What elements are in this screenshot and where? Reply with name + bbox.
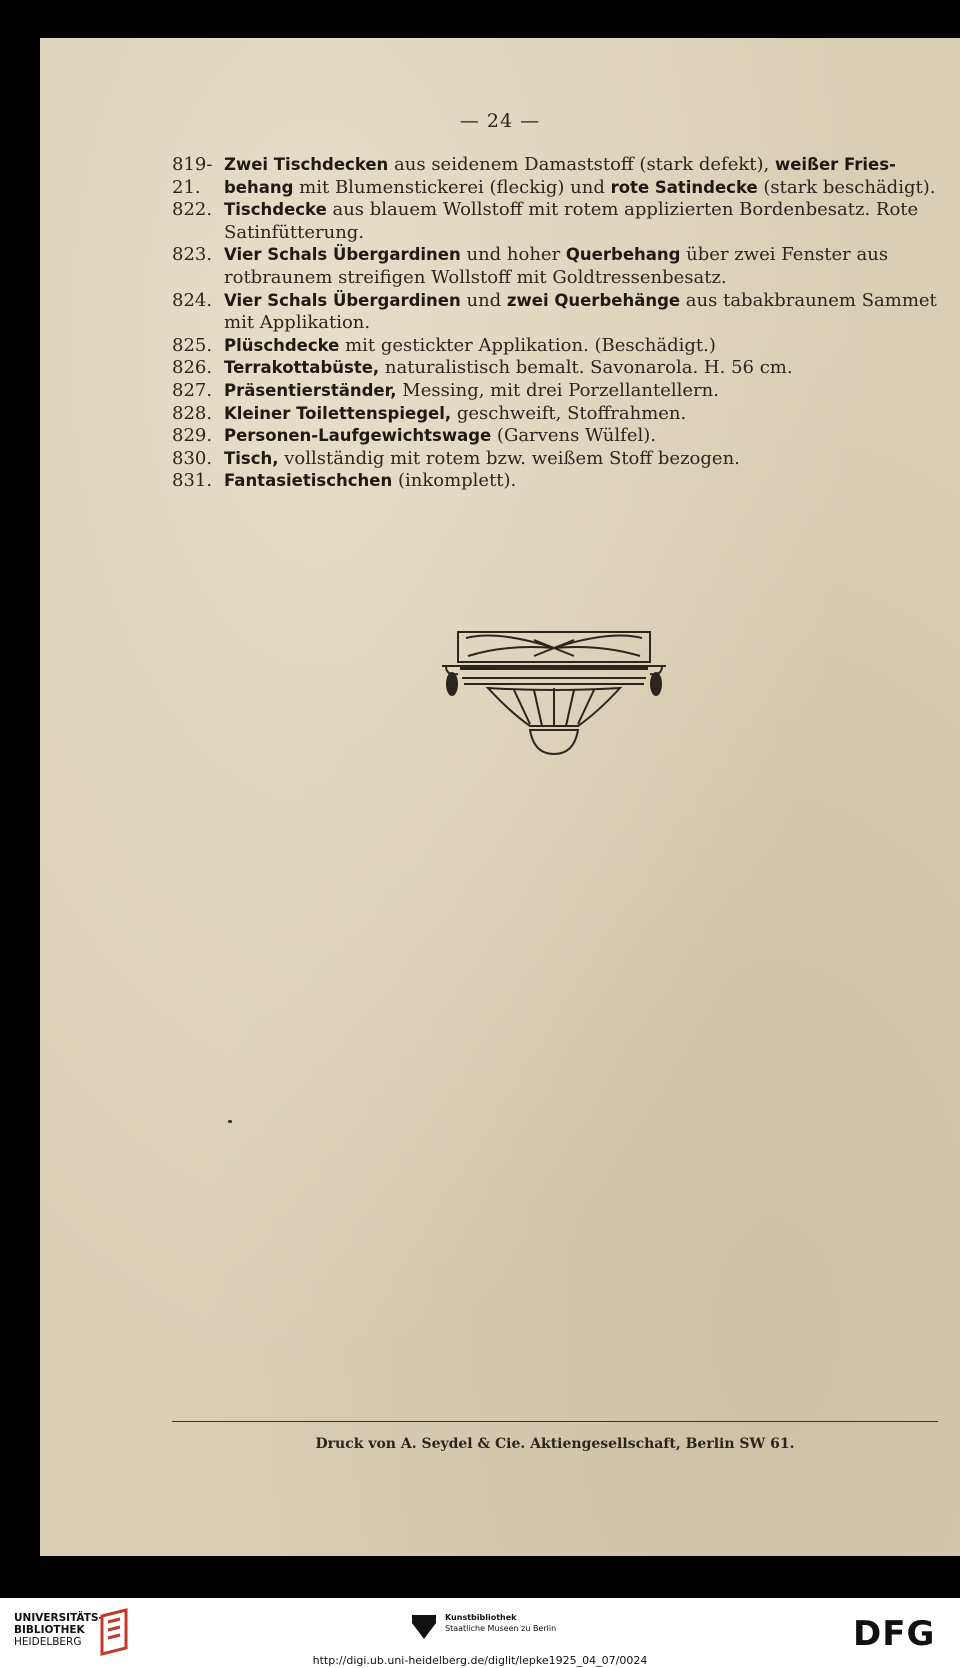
item-title: Terrakottabüste, [224,358,380,378]
page-number: — 24 — [459,110,541,132]
university-library-name [14,1612,103,1648]
entry-number: 824. [172,289,213,311]
item-title: Präsentierständer, [224,380,397,400]
item-title: zwei Querbehänge [506,290,681,310]
item-description: Messing, mit drei Porzellantellern. [396,379,719,401]
entry-number: 830. [172,447,213,469]
catalog-entry [172,470,940,493]
entry-number: 831. [172,470,213,492]
item-description: (stark beschädigt). [757,176,936,198]
kunstbibliothek-credit [445,1612,556,1634]
kunstbibliothek-name: Kunstbibliothek [445,1613,517,1622]
catalog-entry [172,199,940,244]
item-description: mit Blumenstickerei (fleckig) und [293,176,611,198]
university-logo-icon [98,1608,132,1658]
entry-number: 823. [172,244,213,266]
uni-line-1: UNIVERSITÄTS- [14,1612,103,1624]
museen-name: Staatliche Museen zu Berlin [445,1624,557,1633]
catalog-entry [172,425,940,448]
item-title: Fantasietischchen [224,471,393,491]
ornament-vignette [438,622,670,758]
entry-number: 819-21. [172,154,213,198]
item-description: (inkomplett). [392,470,517,492]
catalog-entry [172,154,940,199]
kunstbibliothek-logo-icon [410,1613,438,1641]
item-title: Tischdecke [224,200,327,220]
item-title: weißer Friesbehang [224,155,896,197]
item-description: aus tabakbraunem Sammet mit Applikation. [224,289,937,334]
source-url[interactable]: http://digi.ub.uni-heidelberg.de/diglit/lepke1925_04_07/0024 [312,1654,648,1667]
item-description: (Garvens Wülfel). [491,425,656,447]
item-description: aus blauem Wollstoff mit rotem applizierten Bordenbesatz. Rote Satinfütterung. [224,199,919,243]
scanned-page [40,38,960,1556]
entry-number: 822. [172,199,213,221]
uni-line-3: HEIDELBERG [14,1636,82,1648]
library-footer [0,1598,960,1668]
imprint-rule [172,1421,938,1422]
item-title: Vier Schals Übergardinen [224,290,461,310]
entry-number: 829. [172,425,213,447]
catalog-entry [172,403,940,426]
item-description: geschweift, Stoffrahmen. [451,402,687,424]
item-description: vollständig mit rotem bzw. weißem Stoff bezogen. [278,447,740,469]
entry-number: 827. [172,379,213,401]
item-title: Kleiner Toilettenspiegel, [224,403,452,423]
catalog-entry [172,357,940,380]
catalog-entry [172,380,940,403]
catalog-entry [172,448,940,471]
entry-number: 826. [172,357,213,379]
catalog-entry [172,244,940,289]
catalog-entry [172,335,940,358]
item-description: mit gestickter Applikation. (Beschädigt.) [339,334,716,356]
catalog-entry [172,290,940,335]
item-title: Zwei Tischdecken [224,155,389,174]
item-description: naturalistisch bemalt. Savonarola. H. 56 cm. [379,357,793,379]
item-description: und hoher [460,244,566,266]
catalog-entries [172,154,940,493]
item-description: und [460,289,507,311]
print-speck [228,1120,232,1123]
dfg-logo: DFG [853,1614,936,1654]
item-title: Personen-Laufgewichtswage [224,426,492,446]
printer-imprint: Druck von A. Seydel & Cie. Aktiengesellschaft, Berlin SW 61. [315,1436,795,1452]
entry-number: 828. [172,402,213,424]
item-title: rote Satindecke [610,177,758,197]
item-title: Tisch, [224,448,279,468]
item-description: aus seidenem Damaststoff (stark defekt), [388,154,775,175]
entry-number: 825. [172,334,213,356]
item-title: Querbehang [565,245,681,265]
item-description: über zwei Fenster aus rotbraunem streifigen Wollstoff mit Goldtressenbesatz. [224,244,889,288]
item-title: Plüschdecke [224,335,340,355]
item-title: Vier Schals Übergardinen [224,245,461,265]
uni-line-2: BIBLIOTHEK [14,1624,85,1636]
